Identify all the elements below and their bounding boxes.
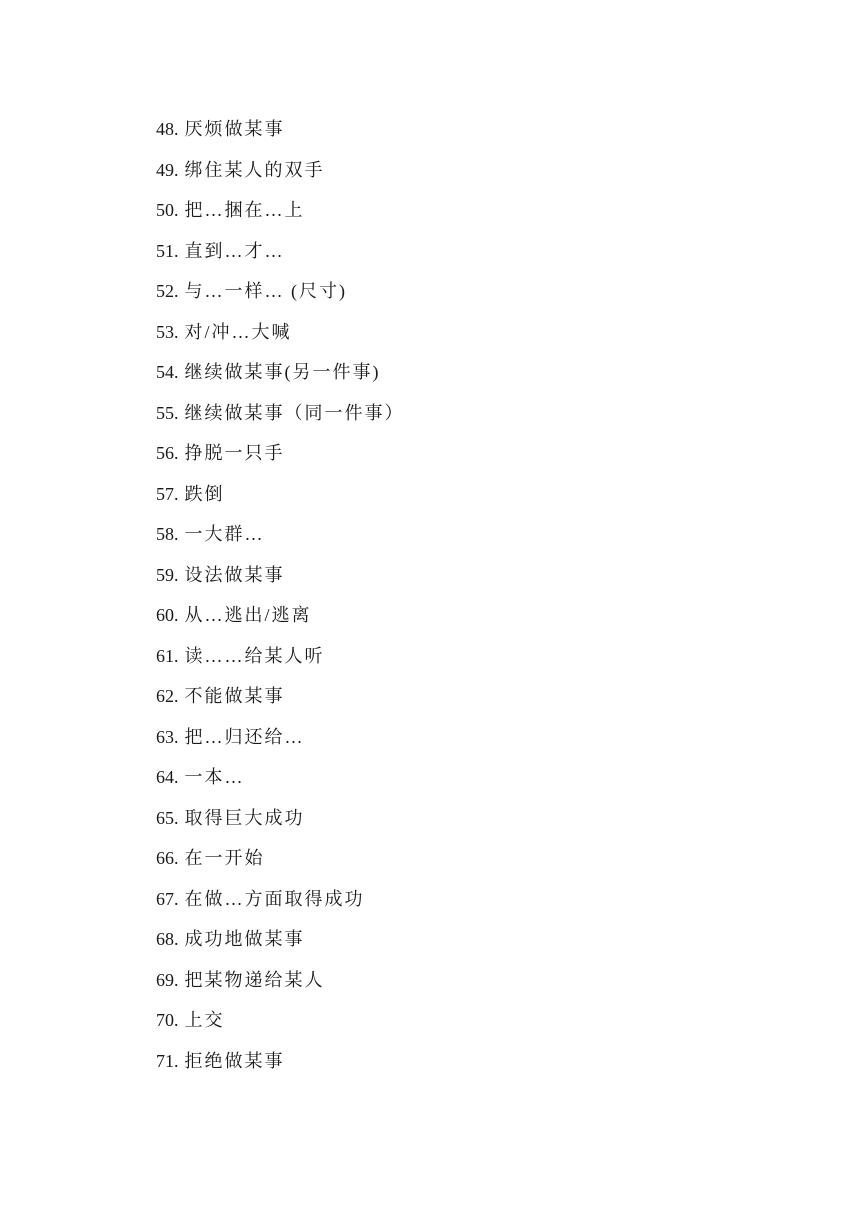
item-number: 55.	[156, 402, 179, 423]
item-text: 继续做某事（同一件事）	[184, 402, 405, 423]
item-text: 在做…方面取得成功	[184, 888, 365, 909]
list-item	[156, 358, 405, 399]
list-item	[156, 115, 405, 156]
phrase-list	[156, 115, 405, 1087]
list-item	[156, 925, 405, 966]
item-number: 52.	[156, 281, 179, 301]
list-item	[156, 480, 405, 521]
item-number: 64.	[156, 767, 179, 787]
list-item	[156, 601, 405, 642]
item-text: 设法做某事	[184, 564, 285, 585]
item-number: 59.	[156, 564, 179, 585]
item-number: 68.	[156, 929, 179, 949]
list-item	[156, 196, 405, 237]
item-number: 71.	[156, 1050, 179, 1071]
item-text: 在一开始	[184, 848, 265, 868]
item-text: 取得巨大成功	[184, 807, 305, 828]
item-number: 60.	[156, 605, 179, 625]
item-text: 对/冲…大喊	[184, 321, 292, 342]
item-number: 62.	[156, 686, 179, 706]
item-number: 57.	[156, 483, 179, 504]
item-number: 50.	[156, 200, 179, 220]
item-text: 把…捆在…上	[184, 200, 305, 220]
list-item	[156, 561, 405, 602]
item-text: 上交	[184, 1010, 225, 1030]
item-number: 61.	[156, 645, 179, 666]
list-item	[156, 277, 405, 318]
list-item	[156, 885, 405, 926]
item-text: 绑住某人的双手	[184, 159, 325, 180]
item-number: 53.	[156, 321, 179, 342]
item-number: 48.	[156, 119, 179, 139]
item-text: 与…一样… (尺寸)	[184, 281, 347, 301]
item-text: 不能做某事	[184, 686, 285, 706]
item-text: 挣脱一只手	[184, 443, 285, 463]
item-text: 把某物递给某人	[184, 969, 325, 990]
item-number: 70.	[156, 1010, 179, 1030]
item-number: 58.	[156, 524, 179, 544]
item-number: 54.	[156, 362, 179, 382]
item-number: 63.	[156, 726, 179, 747]
item-text: 一大群…	[184, 524, 265, 544]
item-text: 把…归还给…	[184, 726, 305, 747]
item-text: 跌倒	[184, 483, 225, 504]
item-text: 厌烦做某事	[184, 119, 285, 139]
item-text: 拒绝做某事	[184, 1050, 285, 1071]
list-item	[156, 723, 405, 764]
list-item	[156, 156, 405, 197]
item-number: 51.	[156, 240, 179, 261]
list-item	[156, 237, 405, 278]
item-number: 65.	[156, 807, 179, 828]
list-item	[156, 439, 405, 480]
item-text: 成功地做某事	[184, 929, 305, 949]
list-item	[156, 844, 405, 885]
item-number: 66.	[156, 848, 179, 868]
item-text: 一本…	[184, 767, 245, 787]
item-number: 49.	[156, 159, 179, 180]
item-text: 直到…才…	[184, 240, 285, 261]
item-text: 从…逃出/逃离	[184, 605, 312, 625]
item-text: 继续做某事(另一件事)	[184, 362, 381, 382]
item-number: 69.	[156, 969, 179, 990]
list-item	[156, 520, 405, 561]
list-item	[156, 318, 405, 359]
list-item	[156, 804, 405, 845]
item-number: 67.	[156, 888, 179, 909]
item-text: 读……给某人听	[184, 645, 325, 666]
list-item	[156, 763, 405, 804]
list-item	[156, 682, 405, 723]
list-item	[156, 1047, 405, 1088]
list-item	[156, 399, 405, 440]
list-item	[156, 1006, 405, 1047]
item-number: 56.	[156, 443, 179, 463]
list-item	[156, 966, 405, 1007]
list-item	[156, 642, 405, 683]
